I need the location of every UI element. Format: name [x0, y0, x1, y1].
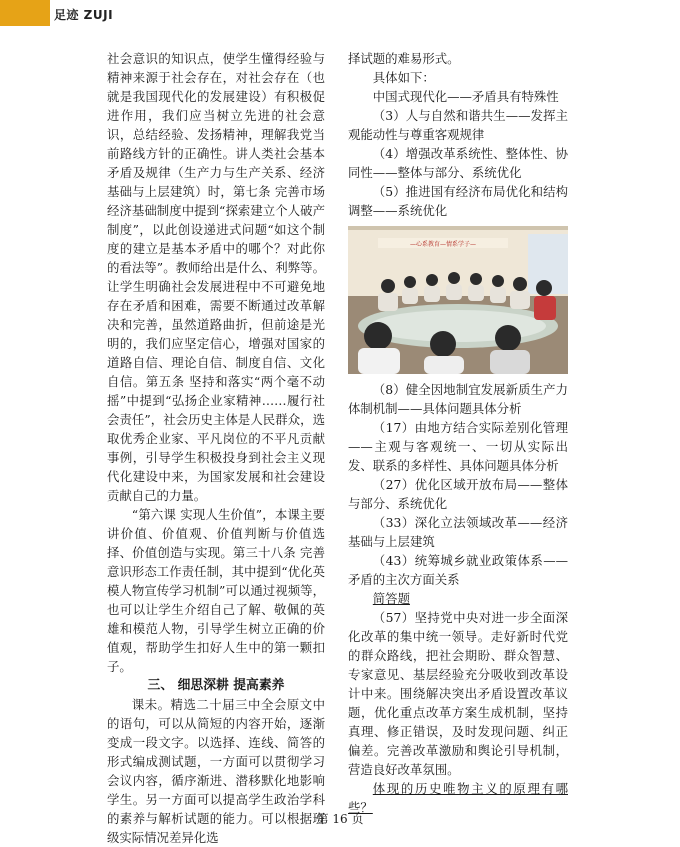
question-text: 体现的历史唯物主义的原理有哪些？: [348, 781, 568, 815]
list-item: （8）健全因地制宜发展新质生产力体制机制——具体问题具体分析: [348, 382, 568, 416]
list-item: （5）推进国有经济布局优化和结构调整——系统优化: [348, 184, 568, 218]
body-paragraph: 具体如下：: [372, 70, 435, 85]
list-item: （3）人与自然和谐共生——发挥主观能动性与尊重客观规律: [348, 108, 568, 142]
list-item: （4）增强改革系统性、整体性、协同性——整体与部分、系统优化: [348, 146, 568, 180]
list-item: 中国式现代化——矛盾具有特殊性: [372, 89, 559, 104]
page-header: [0, 0, 680, 26]
right-column: [348, 49, 568, 817]
body-paragraph: “第六课 实现人生价值”，本课主要讲价值、价值观、价值判断与价值选择、价值创造与实现。第三十八条 完善意识形态工作责任制，其中提到“优化英模人物宣传学习机制”可以通过视频等，也可以让学生介绍自己了解、敬佩的英雄和模范人物，引导学生树立正确的价值观，帮助学生扣好人生中的第一颗扣子。: [107, 507, 325, 674]
meeting-photo: [348, 226, 568, 374]
section-heading: 三、 细思深耕 提高素养: [147, 678, 285, 693]
header-accent-tab: [0, 0, 50, 26]
list-item: （27）优化区域开放布局——整体与部分、系统优化: [348, 477, 568, 511]
photo-banner-text: —心系教育—情系学子—: [409, 241, 477, 248]
meeting-photo-illustration: [348, 226, 568, 374]
body-paragraph: 择试题的难易形式。: [348, 51, 460, 66]
answer-heading: 简答题: [372, 591, 410, 606]
body-paragraph: 社会意识的知识点，使学生懂得经验与精神来源于社会存在，对社会存在（也就是我国现代化的发展建设）有积极促进作用，我们应当树立先进的社会意识，总结经验、发扬精神，理解我党当前路线方针的正确性。讲人类社会基本矛盾及规律（生产力与生产关系、经济基础与上层建筑）时，第七条 完善市场经济基础制度中提到“探索建立个人破产制度”，以此创设递进式问题“如这个制度的建立是基本矛盾中的哪个？对此你的看法等”。教师给出是什么、利弊等。让学生明确社会发展进程中不可避免地存在矛盾和困难，需要不断通过改革解决和完善，虽然道路曲折，但前途是光明的，我们应坚定信心，增强对国家的道路自信、理论自信、制度自信、文化自信。第五条 坚持和落实“两个毫不动摇”中提到“弘扬企业家精神……履行社会责任”，社会历史主体是人民群众，选取优秀企业家、平凡岗位的不平凡贡献事例，引导学生积极投身到社会主义现代化建设中来，为国家发展和社会建设贡献自己的力量。: [107, 51, 325, 503]
list-item: （43）统筹城乡就业政策体系——矛盾的主次方面关系: [348, 553, 568, 587]
answer-body: （57）坚持党中央对进一步全面深化改革的集中统一领导。走好新时代党的群众路线，把社会期盼、群众智慧、专家意见、基层经验充分吸收到改革设计中来。围绕解决突出矛盾设置改革议题，优化重点改革方案生成机制，坚持真理、修正错误，及时发现问题、纠正偏差。完善改革激励和舆论引导机制，营造良好改革氛围。: [348, 610, 568, 777]
header-title: 足迹 ZUJI: [54, 8, 114, 22]
body-paragraph: 课未。精选二十届三中全会原文中的语句，可以从简短的内容开始，逐渐变成一段文字。以选择、连线、简答的形式编成测试题，一方面可以贯彻学习会议内容，循序渐进、潜移默化地影响学生。另一方面可以提高学生政治学科的素养与解析试题的能力。可以根据班级实际情况差异化选: [107, 697, 325, 845]
left-column: [107, 49, 325, 847]
page-number: 第 16 页: [316, 812, 364, 826]
list-item: （17）由地方结合实际差别化管理——主观与客观统一、一切从实际出发、联系的多样性、具体问题具体分析: [348, 420, 568, 473]
list-item: （33）深化立法领域改革——经济基础与上层建筑: [348, 515, 568, 549]
